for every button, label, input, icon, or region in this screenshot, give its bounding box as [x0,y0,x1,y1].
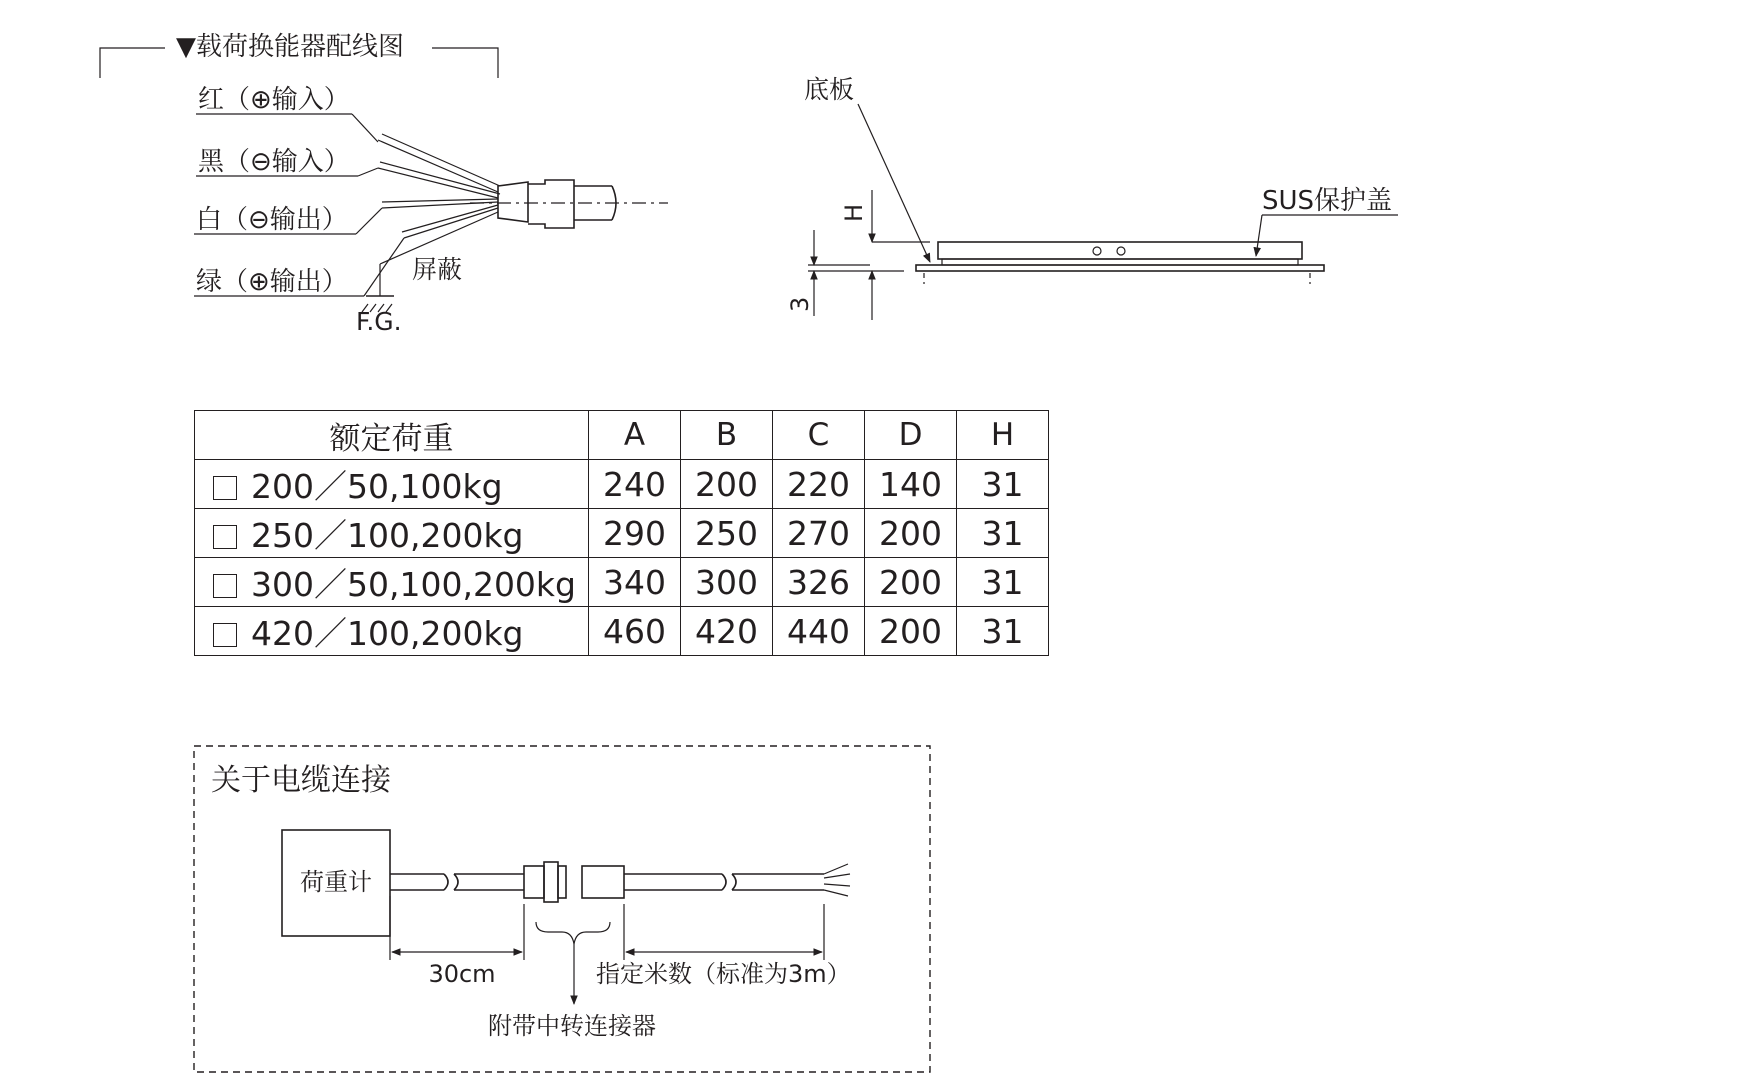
cell-d: 140 [865,460,957,509]
cover-label: SUS保护盖 [1262,186,1393,216]
base-plate-label: 底板 [804,75,855,104]
cell-a: 460 [589,607,681,656]
checkbox-icon [213,623,237,647]
cell-d: 200 [865,607,957,656]
cable-break-2 [722,874,736,890]
wire-green-leader [364,238,404,296]
checkbox-icon [213,476,237,500]
header-a: A [589,411,681,460]
model-cell [195,607,589,656]
cell-h: 31 [957,509,1049,558]
dim-length-label: 指定米数（标准为3m） [596,960,851,988]
cell-h: 31 [957,460,1049,509]
cell-c: 440 [773,607,865,656]
dim-30cm-ext [390,896,524,960]
model-text: 200／50,100kg [251,466,503,506]
model-cell [195,558,589,607]
wiring-bracket-left [100,48,165,78]
header-b: B [681,411,773,460]
cell-c: 326 [773,558,865,607]
wire-label-white: 白（⊖输出） [196,205,348,235]
wire-red-leader [352,114,378,142]
cable-box-title: 关于电缆连接 [211,763,391,798]
cable-box [194,746,930,1072]
wire-label-green: 绿（⊕输出） [196,267,348,297]
wire-label-black: 黑（⊖输入） [198,147,350,177]
base-plate-centerlines [924,273,1310,284]
cable-sleeve [498,182,528,222]
cable-boot [528,180,574,228]
checkbox-icon [213,525,237,549]
header-c: C [773,411,865,460]
cell-b: 200 [681,460,773,509]
connector-male [524,866,544,898]
cell-b: 300 [681,558,773,607]
cable-seg-3 [624,874,722,890]
cable-seg-2 [454,874,524,890]
cell-b: 420 [681,607,773,656]
dim-30cm-label: 30cm [428,960,496,988]
connector-female [582,866,624,898]
wiring-bracket-right [432,48,498,78]
cell-c: 220 [773,460,865,509]
header-h: H [957,411,1049,460]
cover-hole-right [1117,247,1125,255]
cell-h: 31 [957,558,1049,607]
wiring-diagram [100,32,668,336]
ground-label: F.G. [356,307,402,336]
t-dim-label: 3 [786,296,814,312]
cable-end-wires [824,864,850,896]
table-row [195,558,1049,607]
table-row [195,460,1049,509]
connector-label: 附带中转连接器 [488,1012,656,1040]
cell-d: 200 [865,558,957,607]
cell-h: 31 [957,607,1049,656]
wire-bundle [378,134,500,264]
sus-cover [938,242,1302,259]
shield-label: 屏蔽 [412,255,463,284]
cover-leader [1256,215,1262,256]
table-header-row [195,411,1049,460]
table-row [195,607,1049,656]
h-dim-label: H [840,203,868,222]
cable-seg-4 [732,874,824,890]
cell-a: 290 [589,509,681,558]
spec-table [194,410,1049,656]
cable-break-1 [444,874,458,890]
model-cell [195,509,589,558]
side-view [786,75,1398,320]
cell-d: 200 [865,509,957,558]
wire-label-red: 红（⊕输入） [198,85,350,115]
checkbox-icon [213,574,237,598]
cell-b: 250 [681,509,773,558]
wire-black [378,162,500,198]
connector-brace [536,922,610,944]
cell-a: 240 [589,460,681,509]
cover-skirt [942,259,1298,265]
header-rated-load: 额定荷重 [195,411,589,460]
wire-black-leader [358,168,378,176]
wiring-title: ▼载荷换能器配线图 [176,32,404,62]
model-cell [195,460,589,509]
cover-hole-left [1093,247,1101,255]
header-d: D [865,411,957,460]
connector-tip [558,866,566,898]
load-cell-label: 荷重计 [300,868,372,896]
connector-nut [544,862,558,902]
model-text: 300／50,100,200kg [251,564,576,604]
table-row [195,509,1049,558]
wire-white-leader [356,208,382,234]
base-plate-leader [858,104,930,262]
cell-a: 340 [589,558,681,607]
cable-seg-1 [390,874,444,890]
model-text: 250／100,200kg [251,515,524,555]
cell-c: 270 [773,509,865,558]
base-plate [916,265,1324,271]
model-text: 420／100,200kg [251,613,524,653]
